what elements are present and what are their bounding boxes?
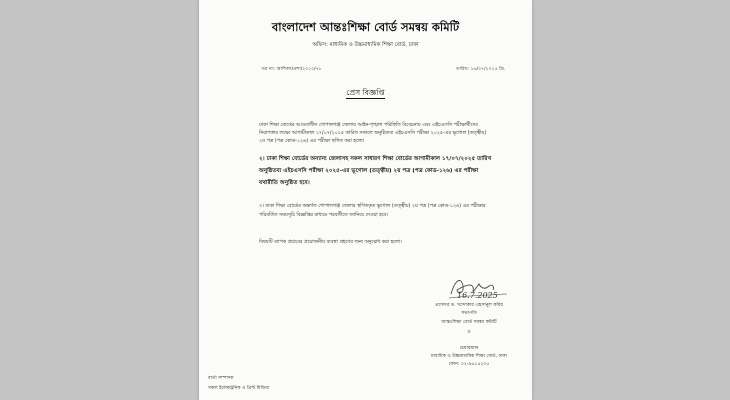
press-release-page xyxy=(199,0,532,400)
para2-line: অনুষ্ঠিতব্য এইচএসসি পরীক্ষা ২০২৫-এর ভূগোল (তত্ত্বীয়) ২য় পত্র (পত্র কোড-১২৬) এর পরীক্ষা xyxy=(259,168,479,174)
closing-line: বিষয়টি ব্যাপক প্রচারের প্রয়োজনীয় ব্যবস্থা গ্রহণের জন্য অনুরোধ করা হলো। xyxy=(259,240,402,245)
para2-line: ২। ঢাকা শিক্ষা বোর্ডের অন্যান্য জেলাসহ সকল সাধারণ শিক্ষা বোর্ডের আগামীকাল ১৭/০৭/২০২৫ তারিখ xyxy=(259,156,492,162)
signatory-line: ফোন: ০২-৯৬১৫২৩৫ xyxy=(448,362,490,367)
para3-line: পরিবর্তিত সময়সূচি বিজ্ঞপ্তির মাধ্যমে পরবর্তীতে জানিয়ে দেওয়া হবে। xyxy=(259,213,389,218)
para3-line: ৩। ঢাকা শিক্ষা বোর্ডের অন্তর্গত গোপালগঞ্জ জেলার স্থগিতকৃত ভূগোল (তত্ত্বীয়) ২য় পত্র (পত্র কোড-১২৬) এর পরীক্ষার xyxy=(259,204,486,209)
recipient-line: বার্তা সম্পাদক xyxy=(208,376,234,381)
signatory-line: প্রফেসর ড. খন্দোকার এহসানুল কবির xyxy=(435,303,503,308)
para1-line: ঢাকা শিক্ষা বোর্ডের আওতাধীন গোপালগঞ্জ জেলার আইন-শৃঙ্খলা পরিস্থিতি বিবেচনায় এবং এইচএসসি পরীক্ষার্থীদের xyxy=(259,123,478,128)
memo-number: পত্র নং: আশিবস/প্রশা/২০১০/৭৮ xyxy=(261,67,322,72)
para1-line: নিরাপত্তার লক্ষ্যে আগামীকাল ১৭/০৭/২০২৫ তারিখ সকালে অনুষ্ঠিতব্য এইচএসসি পরীক্ষা ২০২৫-এর ভূগোল (তত্ত্বীয়) xyxy=(259,131,487,136)
recipient-line: সকল ইলেকট্রনিক ও প্রিন্ট মিডিয়া xyxy=(208,386,270,391)
signatory-line: সভাপতি xyxy=(461,311,477,316)
document-title: বাংলাদেশ আন্তঃশিক্ষা বোর্ড সমন্বয় কমিটি xyxy=(271,20,460,34)
para2-line: যথারীতি অনুষ্ঠিত হবে। xyxy=(259,180,310,186)
signature-date: 16.7.2025 xyxy=(457,291,498,300)
document-date: তারিখ: ১৬/০৭/২০২৫ খ্রি. xyxy=(456,67,506,72)
signatory-line: আন্তঃশিক্ষা বোর্ড সমন্বয় কমিটি xyxy=(441,320,497,325)
signatory-line: মাধ্যমিক ও উচ্চমাধ্যমিক শিক্ষা বোর্ড, ঢাকা xyxy=(431,354,507,359)
press-release-heading: প্রেস বিজ্ঞপ্তি xyxy=(346,88,385,97)
signatory-line: ও xyxy=(467,330,471,335)
signatory-line: চেয়ারম্যান xyxy=(459,346,479,351)
para1-line: ২য় পত্র (পত্র কোড-১২৬) এর পরীক্ষা স্থগিত করা হলো। xyxy=(259,139,365,144)
signature-icon xyxy=(445,272,515,306)
office-line: অফিস: মাধ্যমিক ও উচ্চমাধ্যমিক শিক্ষা বোর্ড, ঢাকা xyxy=(312,42,419,48)
